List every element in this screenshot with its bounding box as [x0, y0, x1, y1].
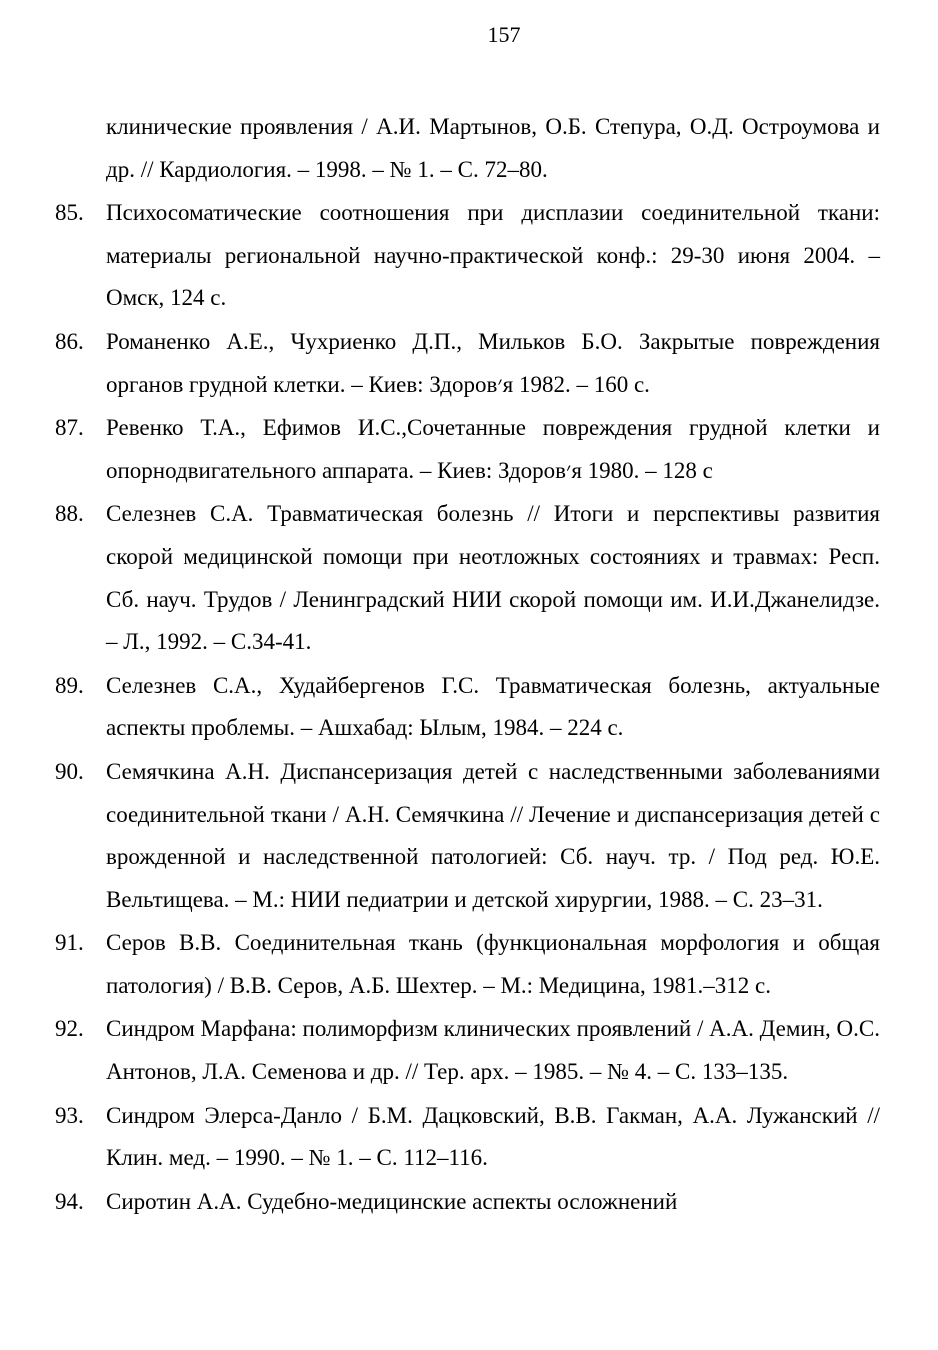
- reference-entry-93: [0, 1095, 938, 1180]
- reference-entry-92: [0, 1008, 938, 1093]
- reference-text: Селезнев С.А., Худайбергенов Г.С. Травматическая болезнь, актуальные аспекты проблемы. – Ашхабад: Ылым, 1984. – 224 с.: [106, 672, 880, 741]
- reference-entry-94: [0, 1181, 938, 1224]
- reference-text: Селезнев С.А. Травматическая болезнь // Итоги и перспективы развития скорой медицинской помощи при неотложных состояниях и травмах: Респ. Сб. науч. Трудов / Ленинградский НИИ скорой помощи им. И.И.Джанелидзе. – Л., 1992. – С.34-41.: [106, 501, 880, 655]
- reference-number: 93.: [55, 1102, 84, 1128]
- reference-text: Сиротин А.А. Судебно-медицинские аспекты осложнений: [106, 1188, 678, 1214]
- reference-entry-91: [0, 922, 938, 1007]
- reference-entry-87: [0, 407, 938, 492]
- reference-text: Синдром Элерса-Данло / Б.М. Дацковский, В.В. Гакман, А.А. Лужанский // Клин. мед. – 1990. – № 1. – С. 112–116.: [106, 1102, 880, 1171]
- reference-number: 86.: [55, 328, 84, 354]
- reference-entry-89: [0, 665, 938, 750]
- reference-text: Психосоматические соотношения при дисплазии соединительной ткани: материалы региональной научно-практической конф.: 29-30 июня 2004. – Омск, 124 с.: [106, 200, 880, 311]
- reference-number: 94.: [55, 1188, 84, 1214]
- reference-number: 89.: [55, 672, 84, 698]
- reference-number: 91.: [55, 930, 84, 956]
- reference-text: Семячкина А.Н. Диспансеризация детей с наследственными заболеваниями соединительной ткани / А.Н. Семячкина // Лечение и диспансеризация детей с врожденной и наследственной патологией: Сб. науч. тр. / Под ред. Ю.Е. Вельтищева. – М.: НИИ педиатрии и детской хирургии, 1988. – С. 23–31.: [106, 758, 880, 912]
- reference-text: Синдром Марфана: полиморфизм клинических проявлений / А.А. Демин, О.С. Антонов, Л.А. Семенова и др. // Тер. арх. – 1985. – № 4. – С. 133–135.: [106, 1016, 880, 1085]
- reference-entry-continued: [0, 106, 938, 191]
- reference-number: 88.: [55, 501, 84, 527]
- reference-number: 90.: [55, 758, 84, 784]
- page-number: 157: [487, 22, 521, 47]
- reference-entry-88: [0, 493, 938, 663]
- reference-number: 87.: [55, 415, 84, 441]
- reference-text: Ревенко Т.А., Ефимов И.С.,Сочетанные повреждения грудной клетки и опорнодвигательного аппарата. – Киев: Здоров׳я 1980. – 128 с: [106, 415, 880, 483]
- reference-number: 92.: [55, 1016, 84, 1042]
- reference-entry-85: [0, 192, 938, 320]
- reference-text: Романенко А.Е., Чухриенко Д.П., Мильков Б.О. Закрытые повреждения органов грудной клетки. – Киев: Здоров׳я 1982. – 160 с.: [106, 328, 880, 397]
- reference-number: 85.: [55, 200, 84, 226]
- reference-text: клинические проявления / А.И. Мартынов, О.Б. Степура, О.Д. Остроумова и др. // Кардиология. – 1998. – № 1. – С. 72–80.: [106, 114, 880, 182]
- reference-entry-86: [0, 321, 938, 406]
- reference-entry-90: [0, 751, 938, 921]
- reference-text: Серов В.В. Соединительная ткань (функциональная морфология и общая патология) / В.В. Серов, А.Б. Шехтер. – М.: Медицина, 1981.–312 с.: [106, 930, 880, 998]
- reference-list: [0, 106, 938, 1224]
